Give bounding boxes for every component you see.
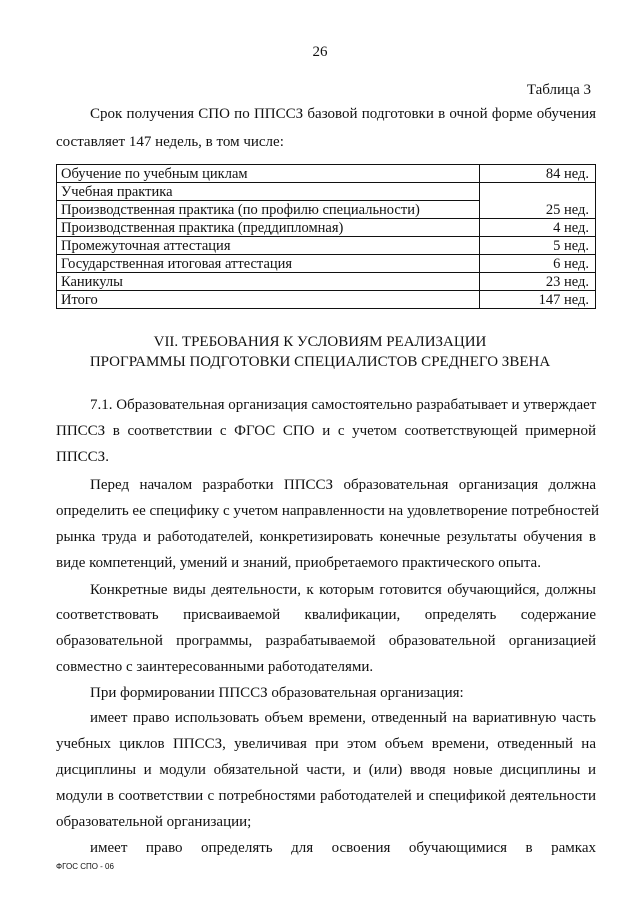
row-label: Учебная практика — [57, 183, 480, 201]
paragraph-2-line-4: виде компетенций, умений и знаний, приобретаемого практического опыта. — [56, 555, 541, 571]
row-value: 25 нед. — [480, 201, 596, 219]
paragraph-1-line-3: ППССЗ. — [56, 449, 109, 465]
paragraph-3-line-2: соответствовать присваиваемой квалификации, определять содержание — [56, 607, 596, 623]
paragraph-3-line-3: образовательной программы, разрабатываемой образовательной организацией — [56, 633, 596, 649]
table-row — [57, 255, 596, 273]
table-row — [57, 201, 596, 219]
paragraph-2-line-2: определить ее специфику с учетом направленности на удовлетворение потребностей — [56, 503, 599, 519]
row-label: Промежуточная аттестация — [57, 237, 480, 255]
row-value: 147 нед. — [480, 291, 596, 309]
intro-line-1: Срок получения СПО по ППССЗ базовой подготовки в очной форме обучения — [90, 106, 596, 122]
paragraph-1-line-2: ППССЗ в соответствии с ФГОС СПО и с учетом соответствующей примерной — [56, 423, 596, 439]
study-duration-table — [56, 164, 596, 309]
paragraph-5-line-3: дисциплины и модули обязательной части, и (или) вводя новые дисциплины и — [56, 762, 596, 778]
paragraph-5-line-4: модули в соответствии с потребностями работодателей и спецификой деятельности — [56, 788, 596, 804]
table-label: Таблица 3 — [526, 82, 591, 98]
row-label: Обучение по учебным циклам — [57, 165, 480, 183]
table-row — [57, 237, 596, 255]
row-value: 6 нед. — [480, 255, 596, 273]
table-row — [57, 291, 596, 309]
row-label: Каникулы — [57, 273, 480, 291]
row-label: Производственная практика (по профилю специальности) — [57, 201, 480, 219]
paragraph-2-line-1: Перед началом разработки ППССЗ образовательная организация должна — [90, 477, 596, 493]
row-label: Итого — [57, 291, 480, 309]
paragraph-2-line-3: рынка труда и работодателей, конкретизировать конечные результаты обучения в — [56, 529, 596, 545]
section-heading-line-2: ПРОГРАММЫ ПОДГОТОВКИ СПЕЦИАЛИСТОВ СРЕДНЕГО ЗВЕНА — [89, 354, 551, 370]
paragraph-5-line-1: имеет право использовать объем времени, отведенный на вариативную часть — [90, 710, 596, 726]
paragraph-3-line-1: Конкретные виды деятельности, к которым готовится обучающийся, должны — [90, 582, 596, 598]
table-row — [57, 273, 596, 291]
table-row — [57, 183, 596, 201]
paragraph-4-line-1: При формировании ППССЗ образовательная организация: — [90, 685, 464, 701]
section-heading-line-1: VII. ТРЕБОВАНИЯ К УСЛОВИЯМ РЕАЛИЗАЦИИ — [153, 334, 487, 350]
intro-line-2: составляет 147 недель, в том числе: — [56, 134, 284, 150]
row-value: 84 нед. — [480, 165, 596, 183]
row-label: Государственная итоговая аттестация — [57, 255, 480, 273]
row-value: 23 нед. — [480, 273, 596, 291]
table-row — [57, 165, 596, 183]
paragraph-1-line-1: 7.1. Образовательная организация самостоятельно разрабатывает и утверждает — [90, 397, 597, 413]
page-number: 26 — [312, 44, 328, 60]
row-value: 5 нед. — [480, 237, 596, 255]
paragraph-3-line-4: совместно с заинтересованными работодателями. — [56, 659, 374, 675]
paragraph-6-line-1: имеет право определять для освоения обучающимися в рамках — [90, 840, 596, 856]
paragraph-5-line-5: образовательной организации; — [56, 814, 252, 830]
row-label: Производственная практика (преддипломная) — [57, 219, 480, 237]
footer-code: ФГОС СПО - 06 — [56, 862, 114, 871]
row-value — [480, 183, 596, 201]
paragraph-5-line-2: учебных циклов ППССЗ, увеличивая при этом объем времени, отведенный на — [56, 736, 596, 752]
row-value: 4 нед. — [480, 219, 596, 237]
table-row — [57, 219, 596, 237]
